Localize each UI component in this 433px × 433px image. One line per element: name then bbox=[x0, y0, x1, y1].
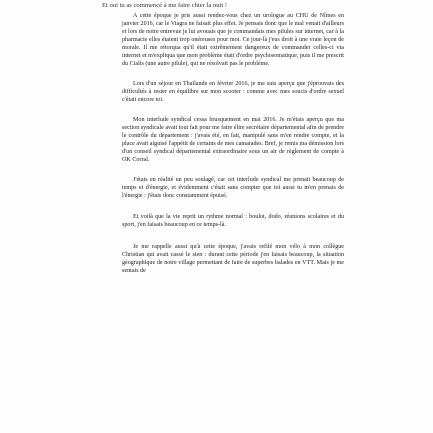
paragraph-syndicate: Mon interlude syndical cessa brusquement en mai 2016. Je m'étais aperçu que ma section syndicale avait tout fait pour me faire élire secrétaire départemental afin de prendre le contrôle du département : j'avais été, en fait, manipulé sans m'en rendre compte, et la place avait aiguisé l'appétit de certains de mes camarades. Bref, je remis ma démission lors d'un conseil syndical départemental extraordinaire sous un air de règlement de compte à OK Corral. bbox=[122, 117, 344, 163]
paragraph-bike: Je me rappelle aussi qu'à cette époque, j'avais refilé mon vélo à mon collègue Christian qui avait cassé le sien : durant cette période j'en faisais beaucoup, la situation géographique de notre village permettant de faire de superbes balades en VTT. Mais je me sentais de bbox=[122, 244, 344, 274]
paragraph-thailand: Lors d'un séjour en Thaïlande en février 2016, je me suis aperçu que j'éprouvais des difficultés à rester en équilibre sur mon scooter : comme avec mes soucis d'ordre sexuel c'était encore toi. bbox=[122, 81, 344, 103]
paragraph-urologist: A cette époque je pris aussi rendez-vous chez un urologue au CHU de Nîmes en janvier 2016, car le Viagra ne faisait plus effet. Je pensais donc que le mal venait d'ailleurs et lors de notre entrevue je lui avouais que je commandais mes pilules sur internet, car à la pharmacie elles étaient trop onéreuses pour moi. Ce jour-là j'eus droit à une vraie leçon de morale. Il me rétorqua qu'il était extrêmement dangereux de commander celles-ci via internet et m'expliqua que mon problème était d'ordre psychosomatique, puis il me prescrit du Cialis (une autre pilule), qui ne résolvait pas le problème. bbox=[122, 13, 344, 67]
page-top-line: Et oui tu as commencé à me faire chier la nuit ! bbox=[102, 2, 228, 9]
paragraph-normal-life: Et voilà que la vie reprit un rythme normal : boulot, dodo, réunions scolaires et du sport, j'en faisais beaucoup en ce temps-là. bbox=[122, 214, 344, 228]
text-column bbox=[122, 12, 344, 284]
paragraph-relief: J'étais en réalité un peu soulagé, car cet interlude syndical me prenait beaucoup de temps et d'énergie, et évidemment c'était sans compter que toi aussi tu m'en prenais de l'énergie : j'étais donc constamment épuisé. bbox=[122, 177, 344, 199]
